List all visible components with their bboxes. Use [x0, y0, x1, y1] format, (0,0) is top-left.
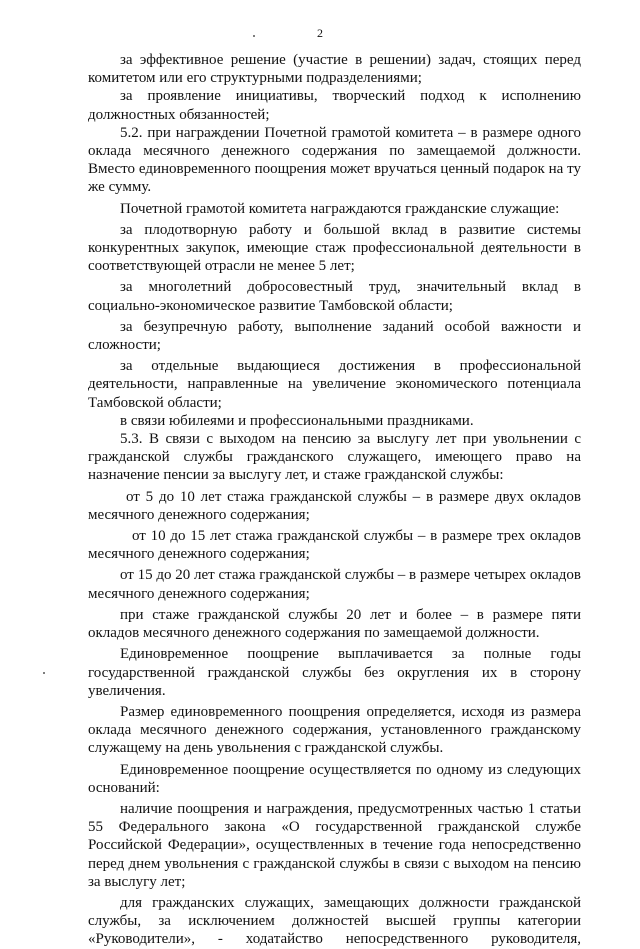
paragraph: 5.2. при награждении Почетной грамотой комитета – в размере одного оклада месячного денежного содержания по замещаемой должности. Вместо единовременного поощрения может вручаться ценный подарок на ту же сумму. [88, 124, 581, 196]
paragraph: за плодотворную работу и большой вклад в развитие системы конкурентных закупок, имеющие стаж профессиональной деятельности в соответствующей отрасли не менее 5 лет; [88, 221, 581, 275]
paragraph: 5.3. В связи с выходом на пенсию за выслугу лет при увольнении с гражданской службы гражданского служащего, имеющего право на назначение пенсии за выслугу лет, и стаже гражданской службы: [88, 431, 581, 484]
paragraph: за проявление инициативы, творческий подход к исполнению должностных обязанностей; [88, 88, 581, 123]
paragraph: Размер единовременного поощрения определяется, исходя из размера оклада месячного денежного содержания, установленного гражданскому служащему на день увольнения с гражданской службы. [88, 703, 581, 757]
paragraph: за многолетний добросовестный труд, значительный вклад в социально-экономическое развитие Тамбовской области; [88, 279, 581, 314]
paragraph: от 15 до 20 лет стажа гражданской службы – в размере четырех окладов месячного денежного содержания; [88, 567, 581, 602]
paragraph: при стаже гражданской службы 20 лет и более – в размере пяти окладов месячного денежного содержания по замещаемой должности. [88, 606, 581, 642]
scan-speck [43, 672, 45, 674]
paragraph: от 10 до 15 лет стажа гражданской службы – в размере трех окладов месячного денежного содержания; [88, 528, 581, 563]
paragraph: для гражданских служащих, замещающих должности гражданской службы, за исключением должностей высшей группы категории «Руководители», - ходатайство непосредственного руководителя, [88, 894, 581, 948]
paragraph: наличие поощрения и награждения, предусмотренных частью 1 статьи 55 Федерального закона «О государственной гражданской службе Российской Федерации», осуществленных в течение года непосредственно перед днем увольнения с гражданской службы в связи с выходом на пенсию за выслугу лет; [88, 800, 581, 890]
paragraph: за безупречную работу, выполнение заданий особой важности и сложности; [88, 318, 581, 354]
paragraph: в связи юбилеями и профессиональными праздниками. [120, 412, 474, 429]
document-body [88, 51, 581, 949]
paragraph: Единовременное поощрение выплачивается за полные годы государственной гражданской службы без округления их в сторону увеличения. [88, 646, 581, 699]
paragraph: за отдельные выдающиеся достижения в профессиональной деятельности, направленные на увеличение экономического потенциала Тамбовской области; [88, 358, 581, 411]
paragraph: за эффективное решение (участие в решении) задач, стоящих перед комитетом или его структурными подразделениями; [88, 52, 581, 87]
paragraph: от 5 до 10 лет стажа гражданской службы – в размере двух окладов месячного денежного содержания; [88, 488, 581, 523]
paragraph: Единовременное поощрение осуществляется по одному из следующих оснований: [88, 761, 581, 796]
paragraph: Почетной грамотой комитета награждаются гражданские служащие: [120, 200, 560, 217]
scan-speck [253, 35, 255, 37]
page-number: 2 [317, 26, 323, 40]
